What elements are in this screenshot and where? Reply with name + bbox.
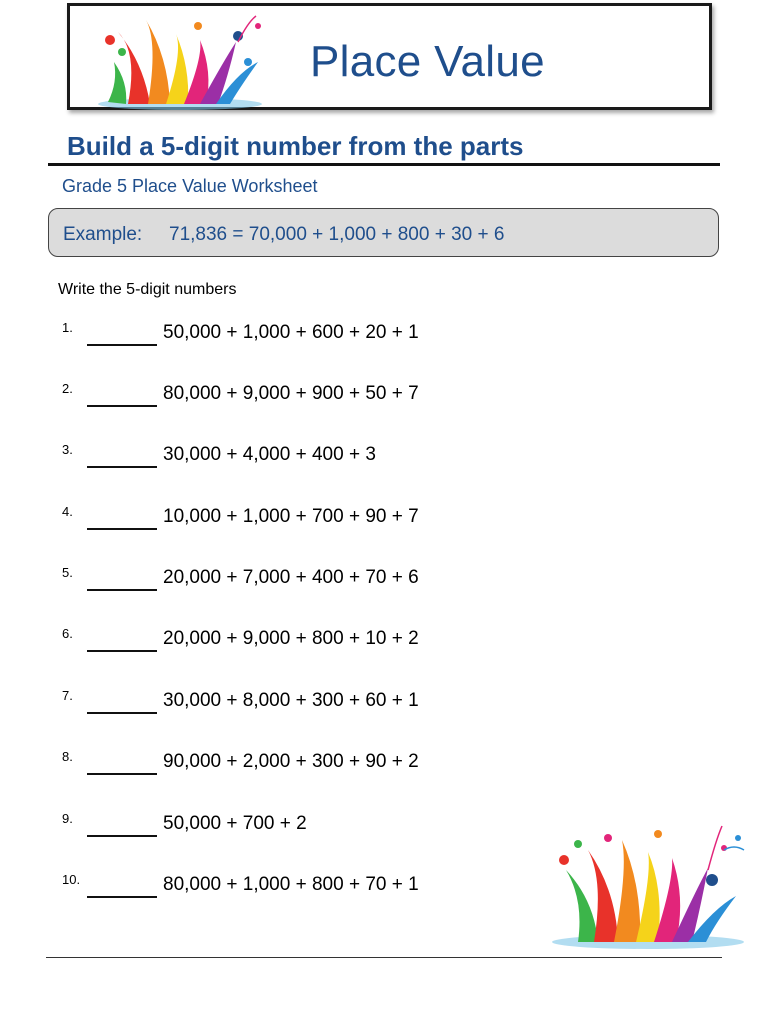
answer-blank[interactable]: [87, 650, 157, 652]
problem-expression: 20,000 + 7,000 + 400 + 70 + 6: [163, 567, 419, 588]
example-box: [48, 208, 719, 257]
problem-item: [0, 442, 768, 472]
problem-expression: 20,000 + 9,000 + 800 + 10 + 2: [163, 628, 419, 649]
header-box: [67, 3, 712, 110]
worksheet-subtitle: Build a 5-digit number from the parts: [67, 131, 524, 161]
problem-item: [0, 688, 768, 718]
problem-number: 8.: [62, 749, 73, 764]
answer-blank[interactable]: [87, 835, 157, 837]
problem-number: 6.: [62, 626, 73, 641]
answer-blank[interactable]: [87, 589, 157, 591]
problem-expression: 50,000 + 700 + 2: [163, 813, 307, 834]
subtitle-divider: [48, 163, 720, 166]
problem-expression: 80,000 + 9,000 + 900 + 50 + 7: [163, 383, 419, 404]
problem-number: 5.: [62, 565, 73, 580]
answer-blank[interactable]: [87, 712, 157, 714]
problem-item: [0, 565, 768, 595]
answer-blank[interactable]: [87, 773, 157, 775]
problem-number: 2.: [62, 381, 73, 396]
answer-blank[interactable]: [87, 466, 157, 468]
problem-number: 4.: [62, 504, 73, 519]
problem-item: [0, 749, 768, 779]
problem-item: [0, 504, 768, 534]
grade-label: Grade 5 Place Value Worksheet: [62, 176, 318, 196]
problem-number: 10.: [62, 872, 81, 887]
problem-number: 9.: [62, 811, 73, 826]
problem-expression: 30,000 + 4,000 + 400 + 3: [163, 444, 376, 465]
problem-expression: 90,000 + 2,000 + 300 + 90 + 2: [163, 751, 419, 772]
problem-expression: 10,000 + 1,000 + 700 + 90 + 7: [163, 506, 419, 527]
page-title: Place Value: [310, 37, 545, 86]
answer-blank[interactable]: [87, 405, 157, 407]
problem-item: [0, 320, 768, 350]
instruction-text: Write the 5-digit numbers: [58, 281, 237, 298]
problem-expression: 50,000 + 1,000 + 600 + 20 + 1: [163, 322, 419, 343]
example-equation: 71,836 = 70,000 + 1,000 + 800 + 30 + 6: [169, 224, 505, 245]
problem-expression: 80,000 + 1,000 + 800 + 70 + 1: [163, 874, 419, 895]
example-label: Example:: [63, 224, 143, 245]
problem-item: [0, 381, 768, 411]
problem-expression: 30,000 + 8,000 + 300 + 60 + 1: [163, 690, 419, 711]
problem-number: 7.: [62, 688, 73, 703]
answer-blank[interactable]: [87, 344, 157, 346]
paint-splash-icon: [548, 820, 748, 950]
problem-number: 1.: [62, 320, 73, 335]
paint-splash-icon: [88, 12, 268, 110]
answer-blank[interactable]: [87, 528, 157, 530]
problem-number: 3.: [62, 442, 73, 457]
footer-divider: [46, 957, 722, 958]
answer-blank[interactable]: [87, 896, 157, 898]
problem-item: [0, 626, 768, 656]
